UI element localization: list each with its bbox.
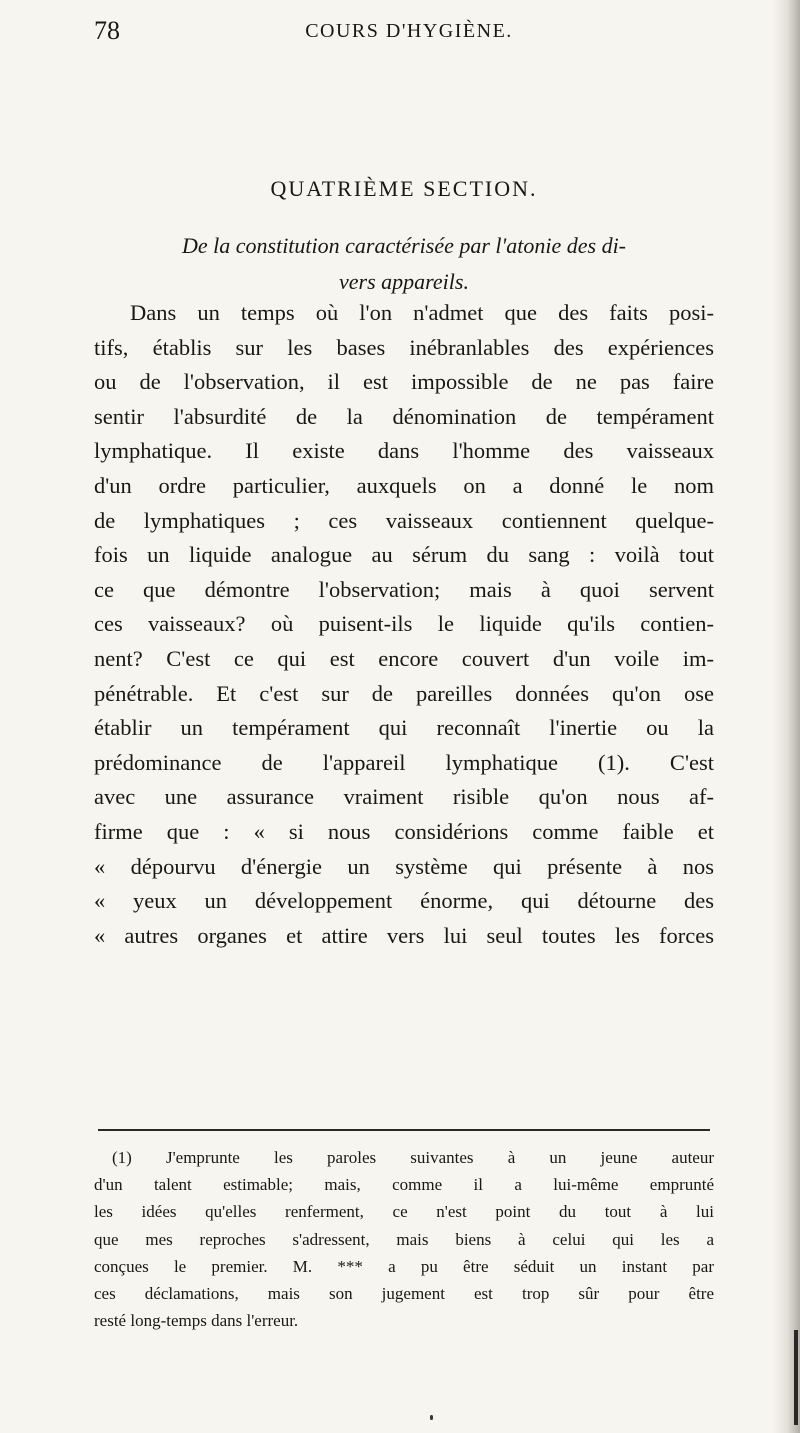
footnote-line: (1) J'emprunte les paroles suivantes à un jeune auteur <box>112 1148 714 1167</box>
body-line: « yeux un développement énorme, qui détourne des <box>94 888 714 914</box>
section-title: QUATRIÈME SECTION. <box>270 176 538 201</box>
footnote-line: que mes reproches s'adressent, mais biens à celui qui les a <box>94 1229 714 1249</box>
subtitle-line: De la constitution caractérisée par l'atonie des di- <box>181 233 627 258</box>
running-head: COURS D'HYGIÈNE. <box>305 20 513 42</box>
body-line: de lymphatiques ; ces vaisseaux contiennent quelque- <box>94 507 714 533</box>
ink-speck <box>430 1415 433 1420</box>
body-line: firme que : « si nous considérions comme faible et <box>94 818 714 844</box>
body-line: sentir l'absurdité de la dénomination de tempérament <box>94 403 714 429</box>
body-line: Dans un temps où l'on n'admet que des faits posi- <box>130 300 714 325</box>
body-line: nent? C'est ce qui est encore couvert d'un voile im- <box>94 645 714 671</box>
footnote-rule <box>98 1129 710 1131</box>
body-line: d'un ordre particulier, auxquels on a donné le nom <box>94 472 714 498</box>
body-line: fois un liquide analogue au sérum du sang : voilà tout <box>94 542 714 568</box>
footnote-line: ces déclamations, mais son jugement est trop sûr pour être <box>94 1283 714 1303</box>
body-line: ces vaisseaux? où puisent-ils le liquide qu'ils contien- <box>94 611 714 637</box>
body-line: « dépourvu d'énergie un système qui présente à nos <box>94 853 714 879</box>
body-line: pénétrable. Et c'est sur de pareilles données qu'on ose <box>94 680 714 706</box>
page-edge-mark <box>794 1330 798 1425</box>
section-subtitle <box>94 228 714 300</box>
subtitle-line: vers appareils. <box>339 269 469 294</box>
page-header <box>94 16 714 50</box>
body-line: lymphatique. Il existe dans l'homme des vaisseaux <box>94 438 714 464</box>
footnote-line: resté long-temps dans l'erreur. <box>94 1311 299 1331</box>
body-line: prédominance de l'appareil lymphatique (1). C'est <box>94 749 714 775</box>
page-edge-shadow <box>772 0 800 1433</box>
body-line: avec une assurance vraiment risible qu'on nous af- <box>94 784 714 810</box>
body-line: tifs, établis sur les bases inébranlables des expériences <box>94 334 714 360</box>
body-line: ou de l'observation, il est impossible de ne pas faire <box>94 369 714 395</box>
body-line: ce que démontre l'observation; mais à quoi servent <box>94 576 714 602</box>
body-line: établir un tempérament qui reconnaît l'inertie ou la <box>94 715 714 741</box>
page-number: 78 <box>94 16 120 45</box>
body-line: « autres organes et attire vers lui seul toutes les forces <box>94 922 714 948</box>
footnote-line: les idées qu'elles renferment, ce n'est point du tout à lui <box>94 1202 714 1222</box>
footnote <box>94 1144 714 1334</box>
body-text <box>94 296 714 953</box>
footnote-line: d'un talent estimable; mais, comme il a lui-même emprunté <box>94 1175 714 1195</box>
footnote-line: conçues le premier. M. *** a pu être séduit un instant par <box>94 1256 714 1276</box>
